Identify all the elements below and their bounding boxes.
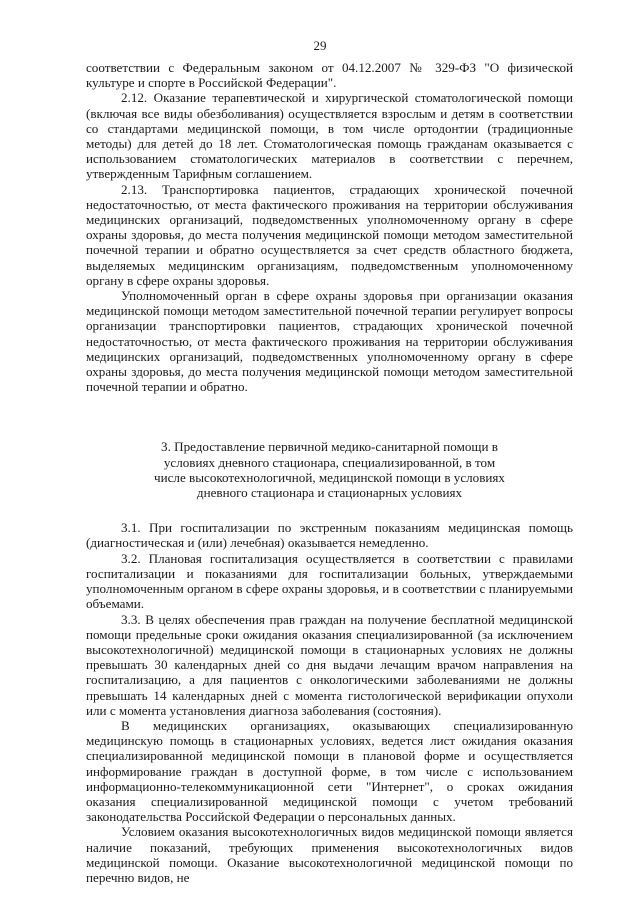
paragraph-2-12: 2.12. Оказание терапевтической и хирургической стоматологической помощи (включая все виды обезболивания) осуществляется взрослым и детям в соответствии со стандартами медицинской помощи, в том числе ортодонтии (традиционные методы) для детей до 18 лет. Стоматологическая помощь гражданам оказывается с использованием стоматологических материалов в соответствии с перечнем, утвержденным Тарифным соглашением.: [86, 90, 573, 182]
paragraph-2-13: 2.13. Транспортировка пациентов, страдающих хронической почечной недостаточностью, от места фактического проживания на территории обслуживания медицинских организаций, подведомственных уполномоченному органу в сфере охраны здоровья, до места получения медицинской помощи методом заместительной почечной терапии и обратно осуществляется за счет средств областного бюджета, выделяемых медицинским организациям, подведомственным уполномоченному органу в сфере охраны здоровья.: [86, 181, 573, 288]
paragraph-waiting-list: В медицинских организациях, оказывающих специализированную медицинскую помощь в стационарных условиях, ведется лист ожидания оказания специализированной медицинской помощи в плановой форме и осуществляется информирование граждан в доступной форме, в том числе с использованием информационно-телекоммуникационной сети "Интернет", о сроках ожидания оказания специализированной медицинской помощи с учетом требований законодательства Российской Федерации о персональных данных.: [86, 717, 573, 825]
paragraph-3-1: 3.1. При госпитализации по экстренным показаниям медицинская помощь (диагностическая и (или) лечебная) оказывается немедленно.: [86, 520, 573, 551]
paragraph-high-tech: Условием оказания высокотехнологичных видов медицинской помощи является наличие показаний, требующих применения высокотехнологичных видов медицинской помощи. Оказание высокотехнологичной медицинской помощи по перечню видов, не: [86, 824, 573, 885]
page-number: 29: [313, 38, 327, 53]
section-heading: 3. Предоставление первичной медико-санитарной помощи в условиях дневного стационара, специализированной, в том числе высокотехнологичной, медицинской помощи в условиях дневного стационара и стационарных условиях: [154, 439, 505, 501]
paragraph-3-2: 3.2. Плановая госпитализация осуществляется в соответствии с правилами госпитализации и показаниями для госпитализации больных, утверждаемыми уполномоченным органом в сфере охраны здоровья, и в соответствии с планируемыми объемами.: [86, 550, 573, 612]
paragraph-continuation: соответствии с Федеральным законом от 04.12.2007 № 329-ФЗ "О физической культуре и спорте в Российской Федерации".: [86, 60, 573, 91]
document-body: [86, 60, 573, 885]
paragraph-3-3: 3.3. В целях обеспечения прав граждан на получение бесплатной медицинской помощи предельные сроки ожидания оказания специализированной (за исключением высокотехнологичной) медицинской помощи в стационарных условиях не должны превышать 30 календарных дней со дня выдачи лечащим врачом направления на госпитализацию, а для пациентов с онкологическими заболеваниями не должны превышать 14 календарных дней с момента гистологической верификации опухоли или с момента установления диагноза заболевания (состояния).: [86, 611, 573, 718]
paragraph-authority: Уполномоченный орган в сфере охраны здоровья при организации оказания медицинской помощи методом заместительной почечной терапии регулирует вопросы организации транспортировки пациентов, страдающих хронической почечной недостаточностью, от места фактического проживания на территории обслуживания медицинских организаций, подведомственных уполномоченному органу в сфере охраны здоровья, до места получения медицинской помощи методом заместительной почечной терапии и обратно.: [86, 288, 573, 395]
